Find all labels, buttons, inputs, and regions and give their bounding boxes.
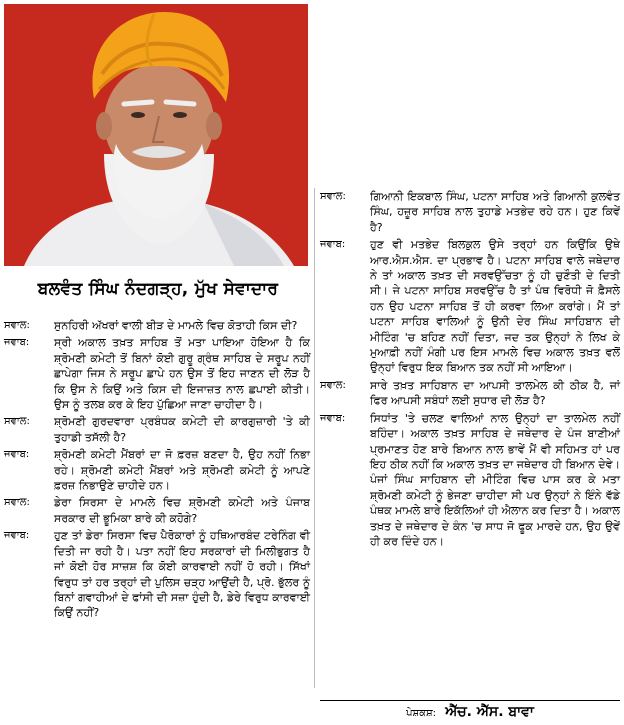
qa-label: ਜਵਾਬ: xyxy=(320,412,346,424)
portrait-photo xyxy=(4,4,308,266)
qa-item xyxy=(320,237,620,376)
qa-label: ਸਵਾਲ: xyxy=(4,320,30,331)
qa-item xyxy=(4,495,310,526)
qa-text: ਸ਼੍ਰੋਮਣੀ ਕਮੇਟੀ ਮੈਂਬਰਾਂ ਦਾ ਜੋ ਫ਼ਰਜ਼ ਬਣਦਾ ਹੈ, ਉਹ ਨਹੀਂ ਨਿਭਾ ਰਹੇ। ਸ਼੍ਰੋਮਣੀ ਕਮੇਟੀ ਮੈਂਬਰਾਂ ਅਤੇ ਸ਼੍ਰੋਮਣੀ ਕਮੇਟੀ ਨੂੰ ਆਪਣੇ ਫ਼ਰਜ਼ ਨਿਭਾਉਣੇ ਚਾਹੀਦੇ ਹਨ। xyxy=(54,448,310,493)
qa-label: ਸਵਾਲ: xyxy=(320,191,346,202)
byline-name: ਐੱਚ. ਐੱਸ. ਬਾਵਾ xyxy=(445,704,534,720)
qa-label: ਸਵਾਲ: xyxy=(4,497,30,509)
portrait-illustration xyxy=(4,4,308,266)
qa-text: ਸਾਰੇ ਤਖ਼ਤ ਸਾਹਿਬਾਨ ਦਾ ਆਪਸੀ ਤਾਲਮੇਲ ਕੀ ਠੀਕ ਹੈ, ਜਾਂ ਫਿਰ ਆਪਸੀ ਸਬੰਧਾਂ ਲਈ ਸੁਧਾਰ ਦੀ ਲੋੜ ਹੈ? xyxy=(370,378,620,408)
qa-item xyxy=(320,378,620,409)
qa-text: ਹੁਣ ਤਾਂ ਡੇਰਾ ਸਿਰਸਾ ਵਿਚ ਪੈਰੋਕਾਰਾਂ ਨੂੰ ਹਥਿਆਰਬੰਦ ਟਰੇਨਿੰਗ ਵੀ ਦਿਤੀ ਜਾ ਰਹੀ ਹੈ। ਪਤਾ ਨਹੀਂ ਇਹ ਸਰਕਾਰਾਂ ਦੀ ਮਿਲੀਭੁਗਤ ਹੈ ਜਾਂ ਕੋਈ ਹੋਰ ਸਾਜ਼ਸ਼ ਕਿ ਕੋਈ ਕਾਰਵਾਈ ਨਹੀਂ ਹੋ ਰਹੀ। ਸਿੱਖਾਂ ਵਿਰੁਧ ਤਾਂ ਹਰ ਤਰ੍ਹਾਂ ਦੀ ਪੁਲਿਸ ਚੜ੍ਹ ਆਉਂਦੀ ਹੈ, ਪ੍ਰੋ. ਭੁੱਲਰ ਨੂੰ ਬਿਨਾਂ ਗਵਾਹੀਆਂ ਦੇ ਫਾਂਸੀ ਦੀ ਸਜ਼ਾ ਹੁੰਦੀ ਹੈ, ਡੇਰੇ ਵਿਰੁਧ ਕਾਰਵਾਈ ਕਿਉਂ ਨਹੀਂ? xyxy=(54,529,310,620)
qa-item xyxy=(4,447,310,493)
column-divider xyxy=(314,188,315,688)
qa-label: ਜਵਾਬ: xyxy=(320,239,346,251)
qa-item xyxy=(4,318,310,333)
qa-label: ਜਵਾਬ: xyxy=(4,337,30,349)
qa-item xyxy=(4,528,310,620)
qa-text: ਸਿਧਾਂਤ 'ਤੇ ਚਲਣ ਵਾਲਿਆਂ ਨਾਲ ਉਨ੍ਹਾਂ ਦਾ ਤਾਲਮੇਲ ਨਹੀਂ ਬਹਿੰਦਾ। ਅਕਾਲ ਤਖ਼ਤ ਸਾਹਿਬ ਦੇ ਜਥੇਦਾਰ ਦੇ ਪੰਜ ਬਾਣੀਆਂ ਪ੍ਰਮਾਣਤ ਹੋਣ ਬਾਰੇ ਬਿਆਨ ਨਾਲ ਭਾਵੇਂ ਮੈਂ ਵੀ ਸਹਿਮਤ ਹਾਂ ਪਰ ਇਹ ਠੀਕ ਨਹੀਂ ਕਿ ਅਕਾਲ ਤਖ਼ਤ ਦਾ ਜਥੇਦਾਰ ਹੀ ਬਿਆਨ ਦੇਵੇ। ਪੰਜਾਂ ਸਿੰਘ ਸਾਹਿਬਾਨ ਦੀ ਮੀਟਿੰਗ ਵਿਚ ਪਾਸ ਕਰ ਕੇ ਮਤਾ ਸ਼੍ਰੋਮਣੀ ਕਮੇਟੀ ਨੂੰ ਭੇਜਣਾ ਚਾਹੀਦਾ ਸੀ ਪਰ ਉਨ੍ਹਾਂ ਨੇ ਇੰਨੇ ਵੱਡੇ ਪੰਥਕ ਮਾਮਲੇ ਬਾਰੇ ਇਕੱਲਿਆਂ ਹੀ ਐਲਾਨ ਕਰ ਦਿਤਾ ਹੈ। ਅਕਾਲ ਤਖ਼ਤ ਦੇ ਜਥੇਦਾਰ ਦੇ ਕੰਨ 'ਚ ਸਾਧ ਜੋ ਫੂਕ ਮਾਰਦੇ ਹਨ, ਉਹ ਉਵੇਂ ਹੀ ਕਰ ਦਿੰਦੇ ਹਨ। xyxy=(370,411,620,548)
qa-text: ਸੁਨਹਿਰੀ ਅੱਖਰਾਂ ਵਾਲੀ ਬੀੜ ਦੇ ਮਾਮਲੇ ਵਿਚ ਕੋਤਾਹੀ ਕਿਸ ਦੀ? xyxy=(54,319,298,332)
qa-label: ਜਵਾਬ: xyxy=(4,449,30,461)
interviewee-caption: ਬਲਵੰਤ ਸਿੰਘ ਨੰਦਗੜ੍ਹ, ਮੁੱਖ ਸੇਵਾਦਾਰ xyxy=(37,279,279,299)
qa-label: ਜਵਾਬ: xyxy=(4,530,30,542)
right-column xyxy=(320,189,620,551)
qa-text: ਹੁਣ ਵੀ ਮਤਭੇਦ ਬਿਲਕੁਲ ਉਸੇ ਤਰ੍ਹਾਂ ਹਨ ਕਿਉਂਕਿ ਉਥੇ ਆਰ.ਐਸ.ਐਸ. ਦਾ ਪ੍ਰਭਾਵ ਹੈ। ਪਟਨਾ ਸਾਹਿਬ ਵਾਲੇ ਜਥੇਦਾਰ ਨੇ ਤਾਂ ਅਕਾਲ ਤਖ਼ਤ ਦੀ ਸਰਵਉੱਚਤਾ ਨੂੰ ਹੀ ਚੁਣੌਤੀ ਦੇ ਦਿਤੀ ਸੀ। ਜੇ ਪਟਨਾ ਸਾਹਿਬ ਸਰਵਉੱਚ ਹੈ ਤਾਂ ਪੰਥ ਵਿਰੋਧੀ ਜੋ ਫ਼ੈਸਲੇ ਹਨ ਉਹ ਪਟਨਾ ਸਾਹਿਬ ਤੋਂ ਹੀ ਕਰਵਾ ਲਿਆ ਕਰਾਂਗੇ। ਮੈਂ ਤਾਂ ਪਟਨਾ ਸਾਹਿਬ ਵਾਲਿਆਂ ਨੂੰ ਉਨੀ ਦੇਰ ਸਿੰਘ ਸਾਹਿਬਾਨ ਦੀ ਮੀਟਿੰਗ 'ਚ ਬਹਿਣ ਨਹੀਂ ਦਿਤਾ, ਜਦ ਤਕ ਉਨ੍ਹਾਂ ਨੇ ਲਿਖ ਕੇ ਮੁਆਫ਼ੀ ਨਹੀਂ ਮੰਗੀ ਪਰ ਇਸ ਮਾਮਲੇ ਵਿਚ ਅਕਾਲ ਤਖ਼ਤ ਵਲੋਂ ਉਨ੍ਹਾਂ ਵਿਰੁਧ ਇਕ ਬਿਆਨ ਤਕ ਨਹੀਂ ਸੀ ਆਇਆ। xyxy=(370,238,620,375)
qa-text: ਗਿਆਨੀ ਇਕਬਾਲ ਸਿੰਘ, ਪਟਨਾ ਸਾਹਿਬ ਅਤੇ ਗਿਆਨੀ ਕੁਲਵੰਤ ਸਿੰਘ, ਹਜ਼ੂਰ ਸਾਹਿਬ ਨਾਲ ਤੁਹਾਡੇ ਮਤਭੇਦ ਰਹੇ ਹਨ। ਹੁਣ ਕਿਵੇਂ ਹੈ? xyxy=(370,190,620,234)
left-column xyxy=(4,318,310,623)
byline xyxy=(320,700,620,723)
qa-text: ਡੇਰਾ ਸਿਰਸਾ ਦੇ ਮਾਮਲੇ ਵਿਚ ਸ਼੍ਰੋਮਣੀ ਕਮੇਟੀ ਅਤੇ ਪੰਜਾਬ ਸਰਕਾਰ ਦੀ ਭੂਮਿਕਾ ਬਾਰੇ ਕੀ ਕਹੋਗੇ? xyxy=(54,496,310,525)
qa-item xyxy=(320,411,620,550)
byline-label: ਪੇਸ਼ਕਸ਼: xyxy=(406,708,437,719)
qa-text: ਸ੍ਰੀ ਅਕਾਲ ਤਖ਼ਤ ਸਾਹਿਬ ਤੋਂ ਮਤਾ ਪਾਇਆ ਹੋਇਆ ਹੈ ਕਿ ਸ਼੍ਰੋਮਣੀ ਕਮੇਟੀ ਤੋਂ ਬਿਨਾਂ ਕੋਈ ਗੁਰੂ ਗ੍ਰੰਥ ਸਾਹਿਬ ਦੇ ਸਰੂਪ ਨਹੀਂ ਛਾਪੇਗਾ ਜਿਸ ਨੇ ਸਰੂਪ ਛਾਪੇ ਹਨ ਉਸ ਤੋਂ ਇਹ ਜਾਣਨ ਦੀ ਲੋੜ ਹੈ ਕਿ ਉਸ ਨੇ ਕਿਉਂ ਅਤੇ ਕਿਸ ਦੀ ਇਜਾਜ਼ਤ ਨਾਲ ਛਪਾਈ ਕੀਤੀ। ਉਸ ਨੂੰ ਤਲਬ ਕਰ ਕੇ ਇਹ ਪੁੱਛਿਆ ਜਾਣਾ ਚਾਹੀਦਾ ਹੈ। xyxy=(54,336,310,412)
qa-label: ਸਵਾਲ: xyxy=(4,416,30,428)
qa-item xyxy=(4,414,310,445)
qa-text: ਸ਼੍ਰੋਮਣੀ ਗੁਰਦਵਾਰਾ ਪ੍ਰਬੰਧਕ ਕਮੇਟੀ ਦੀ ਕਾਰਗੁਜ਼ਾਰੀ 'ਤੇ ਕੀ ਤੁਹਾਡੀ ਤਸੱਲੀ ਹੈ? xyxy=(54,415,310,444)
qa-label: ਸਵਾਲ: xyxy=(320,379,346,391)
qa-item xyxy=(4,335,310,412)
qa-item xyxy=(320,189,620,235)
